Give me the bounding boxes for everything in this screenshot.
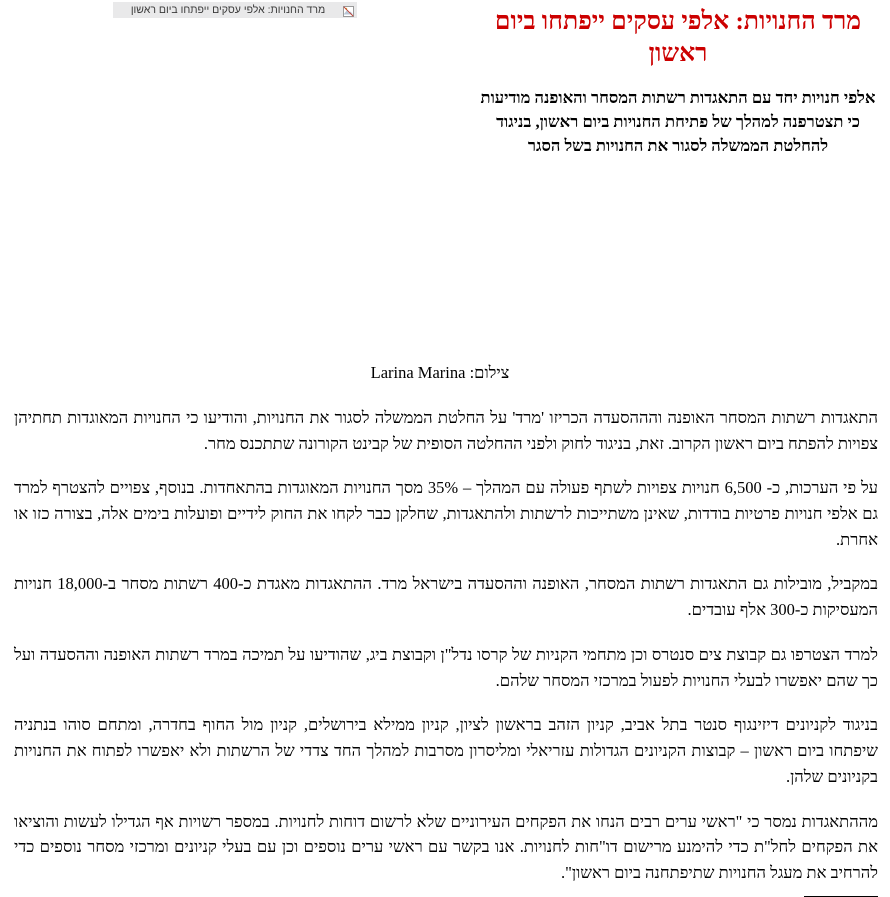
article-body (0, 405, 890, 886)
article-paragraph: התאגדות רשתות המסחר האופנה והההסעדה הכריזו 'מרד' על החלטת הממשלה לסגור את החנויות, והודיעו כי החנויות המאוגדות תחתיהן צפויות להפתח ביום ראשון הקרוב. זאת, בניגוד לחוק ולפני ההחלטה הסופית של קבינט הקורונה שתתכנס מחר. (14, 407, 878, 453)
article-paragraph: בניגוד לקניונים דיזינגוף סנטר בתל אביב, קניון הזהב בראשון לציון, קניון ממילא בירושלים, קניון מול החוף בחדרה, ומתחם סוהו בנתניה שיפתחו ביום ראשון – קבוצות הקניונים הגדולות עזריאלי ומליסרון מסרבות למהלך החד צדדי של הרשתות ולא יאפשרו לפתוח את החנויות בקניונים שלהן. (14, 715, 878, 786)
broken-image-placeholder (113, 2, 357, 18)
page-title: מרד החנויות: אלפי עסקים ייפתחו ביום ראשון (494, 8, 862, 67)
broken-image-icon (343, 4, 354, 15)
article-image-area (0, 0, 470, 18)
article-paragraph: מההתאגדות נמסר כי "ראשי ערים רבים הנחו את הפקחים העירוניים שלא לרשום דוחות לחנויות. במספר רשויות אף הגדילו לעשות והוציאו את הפקחים לחל"ת כדי להימנע מרישום דו"חות לחנויות. אנו בקשר עם ראשי ערים נוספים וכן עם בעלי קניונים ומרכזי מסחר נוספים כדי להרחיב את מעגל החנויות שתיפתחנה ביום ראשון". (14, 811, 878, 883)
article-header (0, 0, 890, 158)
image-alt-text: מרד החנויות: אלפי עסקים ייפתחו ביום ראשון (130, 4, 326, 16)
photo-credit: צילום: Larina Marina (370, 362, 510, 382)
article-paragraph: למרד הצטרפו גם קבוצת צים סנטרס וכן מתחמי הקניות של קרסו נדל"ן וקבוצת ביג, שהודיעו על תמיכה במרד רשתות האופנה וההסעדה ועל כך שהם יאפשרו לבעלי החנויות לפעול במרכזי המסחר שלהם. (14, 644, 878, 690)
article-subheadline: אלפי חנויות יחד עם התאגדות רשתות המסחר והאופנה מודיעות כי תצטרפנה למהלך של פתיחת החנויות ביום ראשון, בניגוד להחלטת הממשלה לסגור את החנויות בשל הסגר (480, 88, 876, 155)
headline-block (470, 0, 890, 158)
photo-credit-row (0, 363, 890, 383)
article-paragraph: במקביל, מובילות גם התאגדות רשתות המסחר, האופנה וההסעדה בישראל מרד. ההתאגדות מאגדת כ-400 רשתות מסחר ב-18,000 חנויות המעסיקות כ-300 אלף עובדים. (14, 574, 878, 620)
article-paragraph: על פי הערכות, כ- 6,500 חנויות צפויות לשתף פעולה עם המהלך – 35% מסך החנויות המאוגדות בהתאחדות. בנוסף, צפויים להצטרף למרד גם אלפי חנויות פרטיות בודדות, שאינן משתייכות לרשתות ולהתאגדות, שחלקן כבר לקחו את החוק לידיים ופועלות בימים אלה, בצורה כזו או אחרת. (14, 478, 879, 549)
